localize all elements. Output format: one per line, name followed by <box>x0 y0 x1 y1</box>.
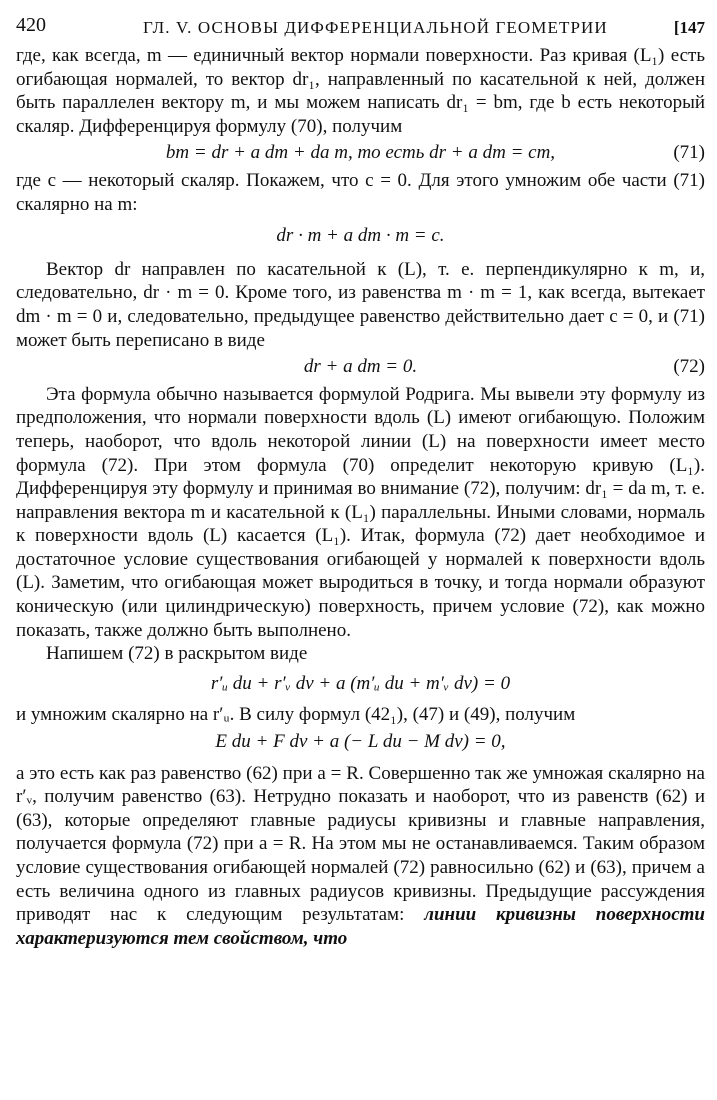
paragraph-7-emphasis: линии кривизны поверхности характеризуются тем свойством, что <box>16 904 705 949</box>
paragraph-2: где c — некоторый скаляр. Покажем, что c = 0. Для этого умножим обе части (71) скалярно на m: <box>16 169 705 215</box>
equation-expanded <box>16 672 705 696</box>
chapter-title: ГЛ. V. ОСНОВЫ ДИФФЕРЕНЦИАЛЬНОЙ ГЕОМЕТРИИ <box>143 18 608 37</box>
equation-E <box>16 730 705 754</box>
equation-71-text: bm = dr + a dm + da m, то есть dr + a dm = cm, <box>165 142 556 164</box>
equation-72 <box>16 355 705 379</box>
paragraph-5: Напишем (72) в раскрытом виде <box>46 643 308 665</box>
equation-71 <box>16 141 705 165</box>
running-header <box>16 10 705 44</box>
equation-expanded-text: r′ᵤ du + r′ᵥ dv + a (m′ᵤ du + m′ᵥ dv) = 0 <box>210 672 511 694</box>
equation-E-text: E du + F dv + a (− L du − M dv) = 0, <box>215 731 506 753</box>
equation-71-number: (71) <box>673 142 705 164</box>
paragraph-1: где, как всегда, m — единичный вектор нормали поверхности. Раз кривая (L₁) есть огибающая нормалей, то вектор dr₁, направленный по касательной к ней, должен быть параллелен вектору m, и мы можем написать dr₁ = bm, где b есть некоторый скаляр. Дифференцируя формулу (70), получим <box>16 45 705 137</box>
paragraph-6: и умножим скалярно на r′ᵤ. В силу формул (42₁), (47) и (49), получим <box>16 704 576 726</box>
paragraph-4: Эта формула обычно называется формулой Родрига. Мы вывели эту формулу из предположения, что нормали поверхности вдоль (L) имеют огибающую. Положим теперь, наоборот, что вдоль некоторой линии (L) на поверхности имеет место формула (72). При этом формула (70) определит некоторую кривую (L₁). Дифференцируя эту формулу и принимая во внимание (72), получим: dr₁ = da m, т. е. направления вектора m и касательной к (L₁) параллельны. Иными словами, нормаль к поверхности вдоль (L) касается (L₁). Итак, формула (72) дает необходимое и достаточное условие существования огибающей у нормалей к поверхности вдоль (L). Заметим, что огибающая может выродиться в точку, и тогда нормали образуют коническую (или цилиндрическую) поверхность, причем условие (72), как можно показать, также должно быть выполнено. <box>16 383 705 641</box>
section-number: [147 <box>673 18 705 37</box>
equation-c <box>16 224 705 248</box>
equation-c-text: dr · m + a dm · m = c. <box>276 225 445 247</box>
page-number: 420 <box>16 14 46 36</box>
equation-72-number: (72) <box>673 356 705 378</box>
paragraph-3: Вектор dr направлен по касательной к (L), т. е. перпендикулярно к m, и, следовательно, dr · m = 0. Кроме того, из равенства m · m = 1, как всегда, вытекает dm · m = 0 и, следовательно, предыдущее равенство действительно дает c = 0, и (71) может быть переписано в виде <box>16 258 705 351</box>
paragraph-7 <box>16 762 705 951</box>
equation-72-text: dr + a dm = 0. <box>303 356 418 378</box>
paragraph-7-text: а это есть как раз равенство (62) при a = R. Совершенно так же умножая скалярно на r′ᵥ, получим равенство (63). Нетрудно показать и наоборот, что из равенств (62) и (63), которые определяют главные радиусы кривизны и главные направления, получается формула (72) при a = R. На этом мы не останавливаемся. Таким образом условие существования огибающей нормалей (72) равносильно (62) и (63), причем a есть величина одного из главных радиусов кривизны. Предыдущие рассуждения приводят нас к следующим результатам: <box>16 762 705 926</box>
